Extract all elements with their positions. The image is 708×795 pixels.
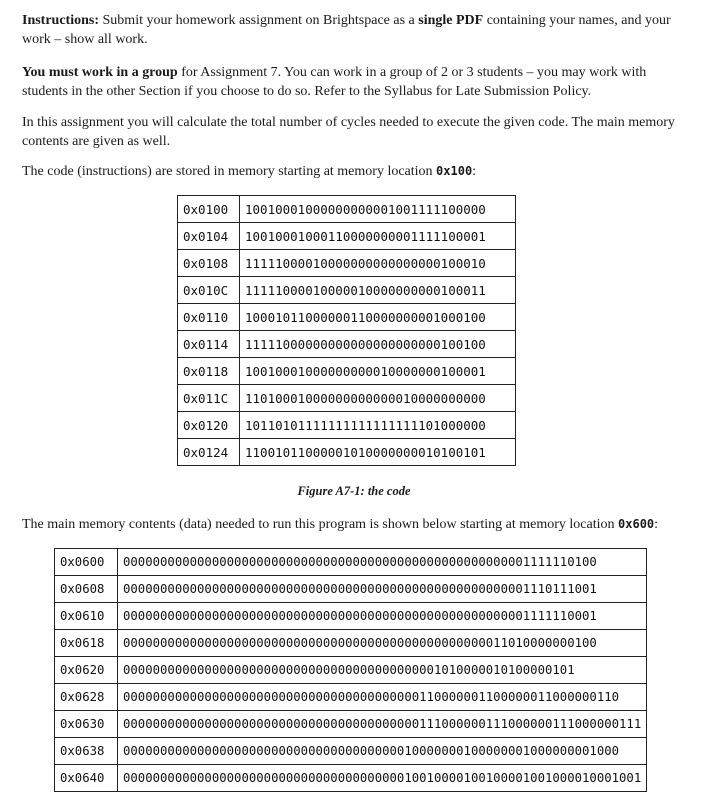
value-cell: 11111000010000010000000000100011: [240, 277, 516, 304]
table-row: [178, 331, 516, 358]
value-cell: 10110101111111111111111101000000: [240, 412, 516, 439]
address-cell: 0x0610: [55, 603, 118, 630]
table-row: [55, 576, 647, 603]
code-table: [177, 195, 516, 466]
table-row: [55, 630, 647, 657]
value-cell: 0000000000000000000000000000000000000000000000000000001110111001: [118, 576, 647, 603]
code-intro-suffix: :: [472, 164, 477, 179]
address-cell: 0x0628: [55, 684, 118, 711]
address-cell: 0x0100: [178, 196, 240, 223]
instructions-label: Instructions:: [22, 13, 100, 28]
table-row: [55, 549, 647, 576]
table-row: [55, 657, 647, 684]
code-start-address: 0x100: [436, 164, 473, 178]
intro-paragraph: In this assignment you will calculate the total number of cycles needed to execute the given code. The main memory contents are given as well.: [22, 115, 675, 149]
table-row: [178, 412, 516, 439]
instructions-text-1: Submit your homework assignment on Brightspace as a: [99, 13, 419, 28]
data-intro-suffix: :: [654, 517, 659, 532]
address-cell: 0x0638: [55, 738, 118, 765]
value-cell: 0000000000000000000000000000000000000000111000000111000000111000000111: [118, 711, 647, 738]
data-intro-text: The main memory contents (data) needed to run this program is shown below starting at memory location: [22, 517, 619, 532]
group-label: You must work in a group: [22, 65, 178, 80]
table-row: [178, 250, 516, 277]
instructions-paragraph: [22, 12, 690, 49]
address-cell: 0x0620: [55, 657, 118, 684]
value-cell: 0000000000000000000000000000000000000000000000000011010000000100: [118, 630, 647, 657]
value-cell: 11001011000001010000000010100101: [240, 439, 516, 466]
address-cell: 0x011C: [178, 385, 240, 412]
address-cell: 0x0120: [178, 412, 240, 439]
value-cell: 10010001000000000010000000100001: [240, 358, 516, 385]
address-cell: 0x0618: [55, 630, 118, 657]
value-cell: 0000000000000000000000000000000000000010010000100100001001000010001001: [118, 765, 647, 792]
group-paragraph: [22, 64, 690, 101]
address-cell: 0x0600: [55, 549, 118, 576]
table-row: [55, 603, 647, 630]
single-pdf-emphasis: single PDF: [418, 13, 484, 28]
table-row: [178, 304, 516, 331]
figure-caption: Figure A7-1: the code: [297, 484, 411, 498]
value-cell: 11111000010000000000000000100010: [240, 250, 516, 277]
address-cell: 0x0114: [178, 331, 240, 358]
instructions-text-2: containing your names, and your work – show all work.: [22, 13, 671, 47]
address-cell: 0x010C: [178, 277, 240, 304]
value-cell: 0000000000000000000000000000000000000000110000001100000011000000110: [118, 684, 647, 711]
code-intro-text: The code (instructions) are stored in memory starting at memory location: [22, 164, 437, 179]
value-cell: 0000000000000000000000000000000000000010000000100000001000000001000: [118, 738, 647, 765]
address-cell: 0x0110: [178, 304, 240, 331]
value-cell: 10010001000000000001001111100000: [240, 196, 516, 223]
data-intro-paragraph: [22, 515, 690, 535]
address-cell: 0x0608: [55, 576, 118, 603]
group-text: for Assignment 7. You can work in a group of 2 or 3 students – you may work with students in the other Section if you choose to do so. Refer to the Syllabus for Late Submission Policy.: [22, 65, 647, 99]
address-cell: 0x0108: [178, 250, 240, 277]
table-row: [55, 738, 647, 765]
table-row: [55, 711, 647, 738]
table-row: [178, 358, 516, 385]
address-cell: 0x0124: [178, 439, 240, 466]
table-row: [178, 223, 516, 250]
value-cell: 11010001000000000000010000000000: [240, 385, 516, 412]
table-row: [178, 196, 516, 223]
table-row: [55, 684, 647, 711]
code-intro-paragraph: [22, 162, 690, 182]
table-row: [178, 385, 516, 412]
table-row: [55, 765, 647, 792]
address-cell: 0x0640: [55, 765, 118, 792]
value-cell: 11111000000000000000000000100100: [240, 331, 516, 358]
table-row: [178, 439, 516, 466]
address-cell: 0x0118: [178, 358, 240, 385]
table-row: [178, 277, 516, 304]
data-table: [54, 548, 647, 792]
address-cell: 0x0630: [55, 711, 118, 738]
value-cell: 0000000000000000000000000000000000000000000000000000001111110001: [118, 603, 647, 630]
value-cell: 0000000000000000000000000000000000000000000000000000001111110100: [118, 549, 647, 576]
value-cell: 10001011000000110000000001000100: [240, 304, 516, 331]
address-cell: 0x0104: [178, 223, 240, 250]
data-start-address: 0x600: [618, 517, 655, 531]
value-cell: 10010001000110000000001111100001: [240, 223, 516, 250]
value-cell: 0000000000000000000000000000000000000000001010000010100000101: [118, 657, 647, 684]
